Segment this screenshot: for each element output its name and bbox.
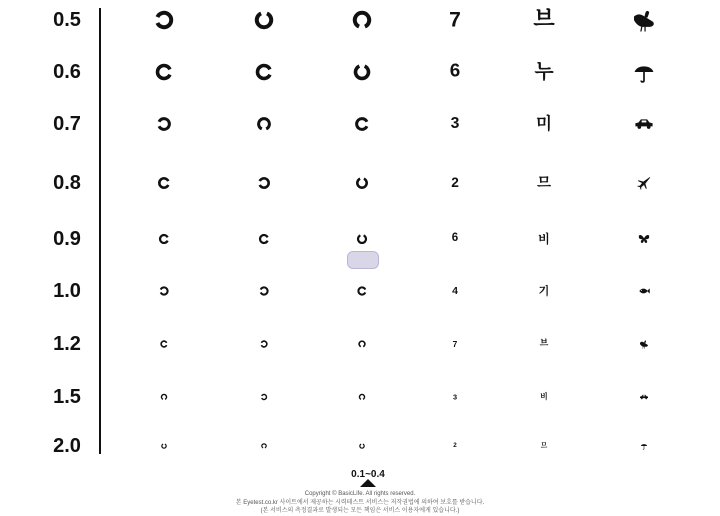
digit-optotype: 6: [449, 60, 461, 82]
digit-optotype: 2: [453, 441, 457, 449]
landolt-ring-icon: [357, 234, 368, 245]
fish-icon: [638, 285, 651, 298]
landolt-ring-icon: [155, 63, 173, 81]
umbrella-icon: [640, 442, 648, 450]
sticker-badge: [347, 251, 379, 269]
umbrella-icon: [633, 61, 656, 84]
car-icon: [640, 393, 649, 402]
digit-optotype: 3: [450, 115, 460, 133]
landolt-ring-icon: [258, 177, 271, 190]
bird-icon: [632, 8, 657, 33]
landolt-ring-icon: [353, 63, 371, 81]
digit-optotype: 6: [451, 232, 459, 245]
hangul-optotype: 비: [538, 231, 550, 246]
chart-axis-line: [99, 8, 101, 454]
landolt-ring-icon: [154, 10, 174, 30]
landolt-ring-icon: [259, 234, 270, 245]
landolt-ring-icon: [359, 394, 366, 401]
landolt-ring-icon: [254, 10, 274, 30]
butterfly-icon: [637, 232, 651, 246]
footer-notice: 본 Eyetest.co.kr 사이트에서 제공하는 시력테스트 서비스는 저작권법에 의하여 보호를 받습니다.: [235, 500, 485, 506]
landolt-ring-icon: [358, 340, 366, 348]
hangul-optotype: 브: [539, 338, 549, 349]
acuity-label: 1.2: [53, 333, 81, 355]
landolt-ring-icon: [261, 443, 267, 449]
landolt-ring-icon: [355, 117, 370, 132]
hangul-optotype: 브: [533, 7, 555, 32]
footer-copyright: Copyright © BasicLife. All rights reserved.: [304, 491, 416, 497]
acuity-label: 2.0: [53, 435, 81, 457]
hangul-optotype: 누: [534, 60, 554, 84]
landolt-ring-icon: [356, 177, 369, 190]
digit-optotype: 2: [451, 175, 459, 191]
landolt-ring-icon: [159, 234, 170, 245]
acuity-label: 0.8: [53, 172, 81, 194]
landolt-ring-icon: [352, 10, 372, 30]
landolt-ring-icon: [359, 443, 365, 449]
landolt-ring-icon: [259, 286, 269, 296]
hangul-optotype: 미: [536, 113, 552, 133]
airplane-icon: [636, 175, 652, 191]
acuity-label: 0.6: [53, 61, 81, 83]
landolt-ring-icon: [160, 340, 168, 348]
footer-disclaimer: (본 서비스의 측정결과로 발생되는 모든 책임은 서비스 이용자에게 있습니다.): [260, 508, 460, 514]
acuity-label: 1.0: [53, 280, 81, 302]
hangul-optotype: 기: [538, 284, 550, 298]
hangul-optotype: 비: [540, 392, 548, 402]
hangul-optotype: 므: [540, 441, 548, 450]
acuity-label: 0.9: [53, 228, 81, 250]
car-icon: [635, 115, 654, 134]
landolt-ring-icon: [158, 177, 171, 190]
landolt-ring-icon: [157, 117, 172, 132]
acuity-label: 1.5: [53, 386, 81, 408]
landolt-ring-icon: [261, 394, 268, 401]
landolt-ring-icon: [257, 117, 272, 132]
landolt-ring-icon: [260, 340, 268, 348]
range-label: 0.1~0.4: [351, 469, 385, 480]
range-up-arrow-icon[interactable]: [360, 479, 376, 487]
landolt-ring-icon: [161, 443, 167, 449]
landolt-ring-icon: [255, 63, 273, 81]
landolt-ring-icon: [357, 286, 367, 296]
hangul-optotype: 므: [537, 174, 551, 191]
landolt-ring-icon: [159, 286, 169, 296]
digit-optotype: 3: [452, 392, 458, 402]
acuity-label: 0.7: [53, 113, 81, 135]
digit-optotype: 7: [449, 8, 461, 32]
acuity-label: 0.5: [53, 9, 81, 31]
landolt-ring-icon: [161, 394, 168, 401]
bird-icon: [639, 339, 649, 349]
digit-optotype: 7: [452, 338, 458, 349]
digit-optotype: 4: [452, 284, 458, 297]
